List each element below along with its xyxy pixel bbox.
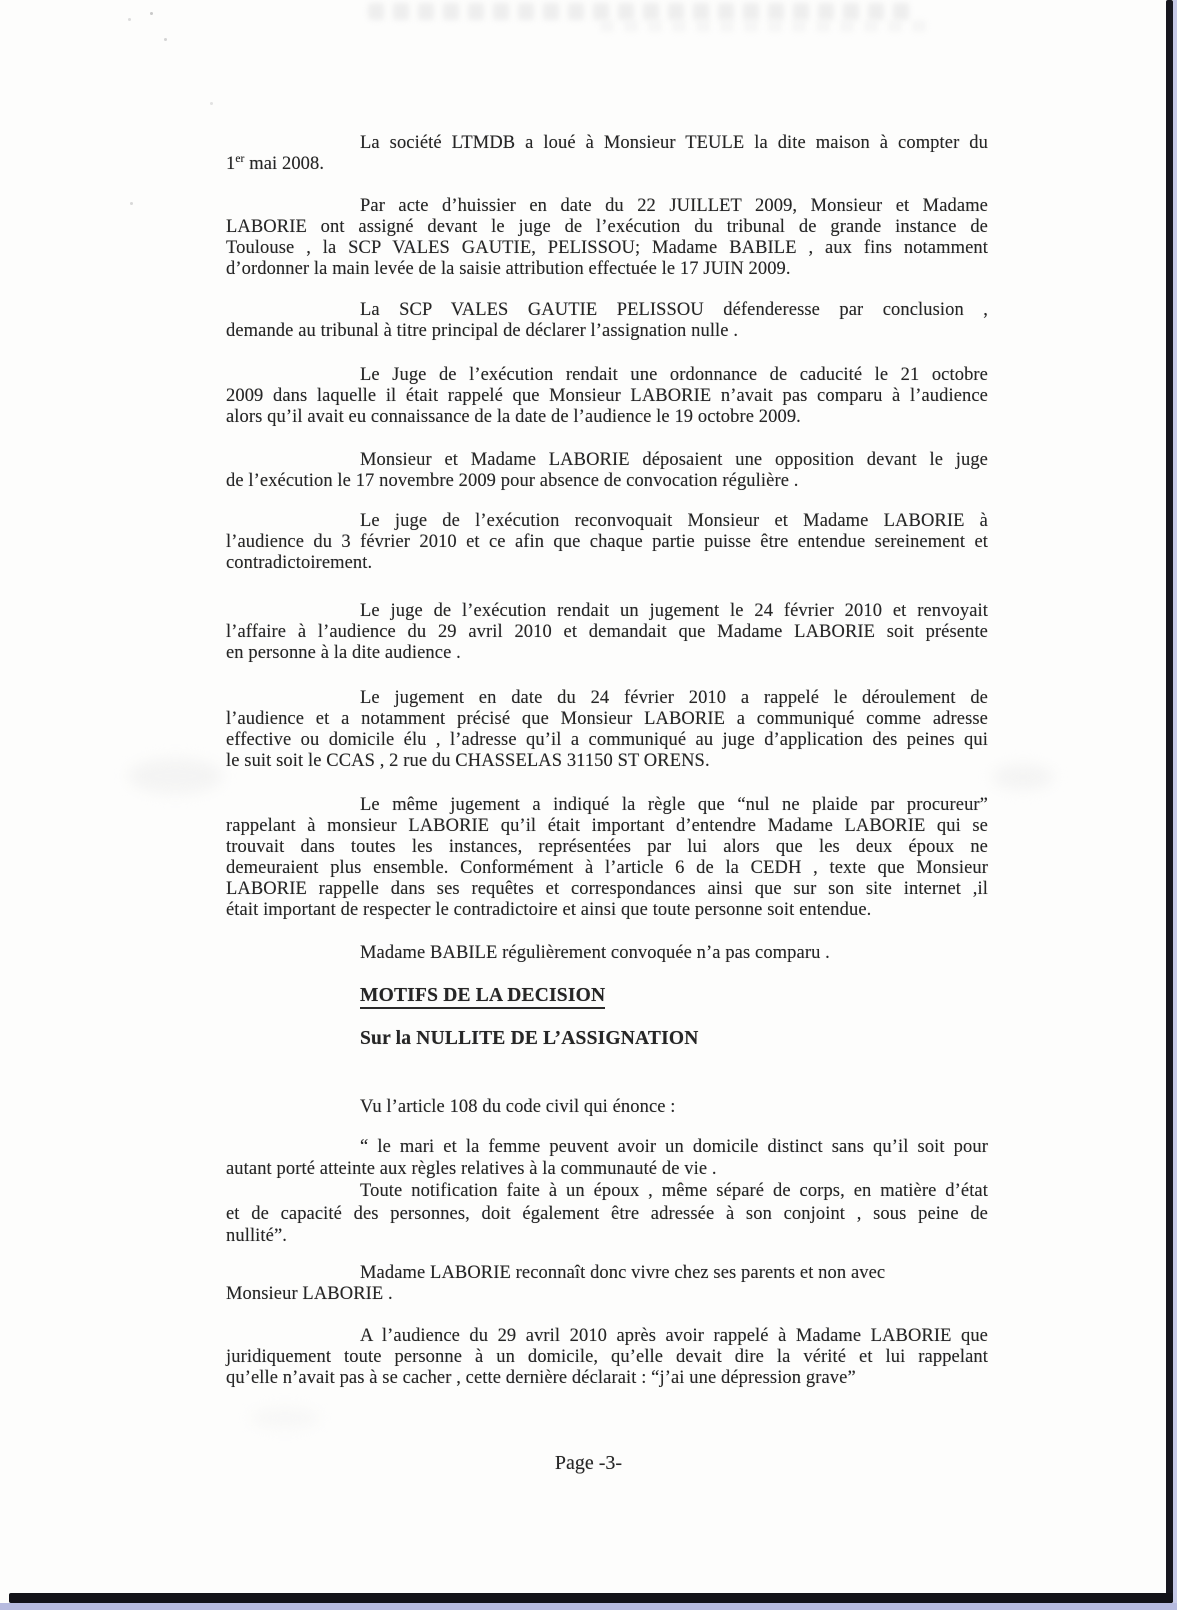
- text-line: [226, 154, 988, 175]
- text-line: et de capacité des personnes, doit également être adressée à son conjoint , sous peine de: [226, 1203, 988, 1224]
- text-segment: La société LTMDB a loué à Monsieur TEULE la dite maison à compter du: [360, 133, 988, 153]
- paragraph-ordonnance-caducite: [226, 365, 988, 428]
- scan-right-edge: [1166, 0, 1173, 1603]
- scan-bottom-edge-accent: [0, 1603, 1177, 1610]
- text-line: LABORIE rappelle dans ses requêtes et correspondances ainsi que sur son site internet ,il: [226, 879, 988, 899]
- text-line: Le juge de l’exécution reconvoquait Monsieur et Madame LABORIE à: [360, 511, 988, 531]
- paragraph-laborie-parents: [226, 1263, 988, 1305]
- scan-speckles: [150, 12, 153, 15]
- text-line: La SCP VALES GAUTIE PELISSOU défenderesse par conclusion ,: [360, 300, 988, 320]
- text-line: 2009 dans laquelle il était rappelé que Monsieur LABORIE n’avait pas comparu à l’audience: [226, 386, 988, 406]
- bleedthrough-artifact-top: [368, 3, 913, 20]
- text-line: Le jugement en date du 24 février 2010 a rappelé le déroulement de: [360, 688, 988, 708]
- text-segment: 1: [226, 154, 236, 174]
- text-segment: mai 2008.: [244, 154, 325, 174]
- text-line: trouvait dans toutes les instances, représentées par lui alors que les deux époux ne: [226, 837, 988, 857]
- text-line: Monsieur et Madame LABORIE déposaient une opposition devant le juge: [360, 450, 988, 470]
- paragraph-audience-29-avril: [226, 1326, 988, 1389]
- paragraph-regle-procureur: [226, 795, 988, 921]
- text-line: demande au tribunal à titre principal de déclarer l’assignation nulle .: [226, 321, 739, 341]
- paragraph-article-108: [226, 1097, 988, 1118]
- heading-text: MOTIFS DE LA DECISION: [360, 985, 605, 1009]
- text-line: qu’elle n’avait pas à se cacher , cette dernière déclarait : “j’ai une dépression grave”: [226, 1368, 856, 1388]
- scan-right-edge-accent: [1173, 0, 1177, 1610]
- text-line: l’audience et a notamment précisé que Monsieur LABORIE a communiqué comme adresse: [226, 709, 988, 729]
- text-line: contradictoirement.: [226, 553, 373, 573]
- text-line: Monsieur LABORIE .: [226, 1284, 393, 1304]
- scan-smudge-right: [992, 764, 1054, 790]
- text-line: [226, 133, 988, 154]
- text-line: Le même jugement a indiqué la règle que “nul ne plaide par procureur”: [360, 795, 988, 815]
- superscript-er: er: [235, 152, 245, 165]
- text-line: Madame BABILE régulièrement convoquée n’a pas comparu .: [360, 943, 830, 963]
- text-line: Le juge de l’exécution rendait un jugement le 24 février 2010 et renvoyait: [360, 601, 988, 621]
- text-line: Toulouse , la SCP VALES GAUTIE, PELISSOU; Madame BABILE , aux fins notamment: [226, 238, 988, 258]
- text-line: l’affaire à l’audience du 29 avril 2010 et demandait que Madame LABORIE soit présente: [226, 622, 988, 642]
- heading-text: Sur la NULLITE DE L’ASSIGNATION: [360, 1028, 699, 1049]
- text-line: Par acte d’huissier en date du 22 JUILLET 2009, Monsieur et Madame: [360, 196, 988, 216]
- text-line: le suit soit le CCAS , 2 rue du CHASSELAS 31150 ST ORENS.: [226, 751, 710, 771]
- text-line: en personne à la dite audience .: [226, 643, 461, 663]
- text-line: autant porté atteinte aux règles relatives à la communauté de vie .: [226, 1159, 717, 1180]
- paragraph-citation-code-civil: [226, 1136, 988, 1247]
- text-line: rappelant à monsieur LABORIE qu’il était important d’entendre Madame LABORIE qui se: [226, 816, 988, 836]
- scan-smudge-footer: [250, 1408, 320, 1428]
- page-number: Page -3-: [554, 1452, 623, 1474]
- paragraph-reconvocation: [226, 511, 988, 574]
- text-line: juridiquement toute personne à un domicile, qu’elle devait dire la vérité et lui rappelant: [226, 1347, 988, 1367]
- paragraph-scp-defense: [226, 300, 988, 342]
- bleedthrough-artifact-top-2: [600, 20, 930, 32]
- paragraph-opposition: [226, 450, 988, 492]
- heading-motifs-decision: [226, 985, 988, 1007]
- paragraph-assignation: [226, 196, 988, 280]
- text-line: effective ou domicile élu , l’adresse qu’il a communiqué au juge d’application des peines qui: [226, 730, 988, 750]
- paragraph-jugement-adresse: [226, 688, 988, 772]
- paragraph-babile-non-comparution: [226, 943, 988, 964]
- heading-nullite-assignation: [226, 1028, 988, 1050]
- text-line: A l’audience du 29 avril 2010 après avoir rappelé à Madame LABORIE que: [360, 1326, 988, 1346]
- text-line: d’ordonner la main levée de la saisie attribution effectuée le 17 JUIN 2009.: [226, 259, 791, 279]
- text-line: Toute notification faite à un époux , même séparé de corps, en matière d’état: [360, 1181, 988, 1202]
- text-line: LABORIE ont assigné devant le juge de l’exécution du tribunal de grande instance de: [226, 217, 988, 237]
- text-line: Le Juge de l’exécution rendait une ordonnance de caducité le 21 octobre: [360, 365, 988, 385]
- text-line: Vu l’article 108 du code civil qui énonce :: [360, 1097, 676, 1117]
- text-line: “ le mari et la femme peuvent avoir un domicile distinct sans qu’il soit pour: [360, 1137, 988, 1157]
- paragraph-jugement-renvoi: [226, 601, 988, 664]
- text-line: alors qu’il avait eu connaissance de la date de l’audience le 19 octobre 2009.: [226, 407, 801, 427]
- text-line: l’audience du 3 février 2010 et ce afin que chaque partie puisse être entendue sereinement et: [226, 532, 988, 552]
- text-line: nullité”.: [226, 1225, 288, 1246]
- text-line: Madame LABORIE reconnaît donc vivre chez ses parents et non avec: [360, 1263, 886, 1283]
- paragraph-location-lease: [226, 133, 988, 175]
- scan-smudge-left: [128, 758, 223, 794]
- scan-bottom-edge: [9, 1593, 1173, 1603]
- text-line: était important de respecter le contradictoire et ainsi que toute personne soit entendue.: [226, 900, 872, 920]
- text-line: de l’exécution le 17 novembre 2009 pour absence de convocation régulière .: [226, 471, 799, 491]
- text-line: demeuraient plus ensemble. Conformément à l’article 6 de la CEDH , texte que Monsieur: [226, 858, 988, 878]
